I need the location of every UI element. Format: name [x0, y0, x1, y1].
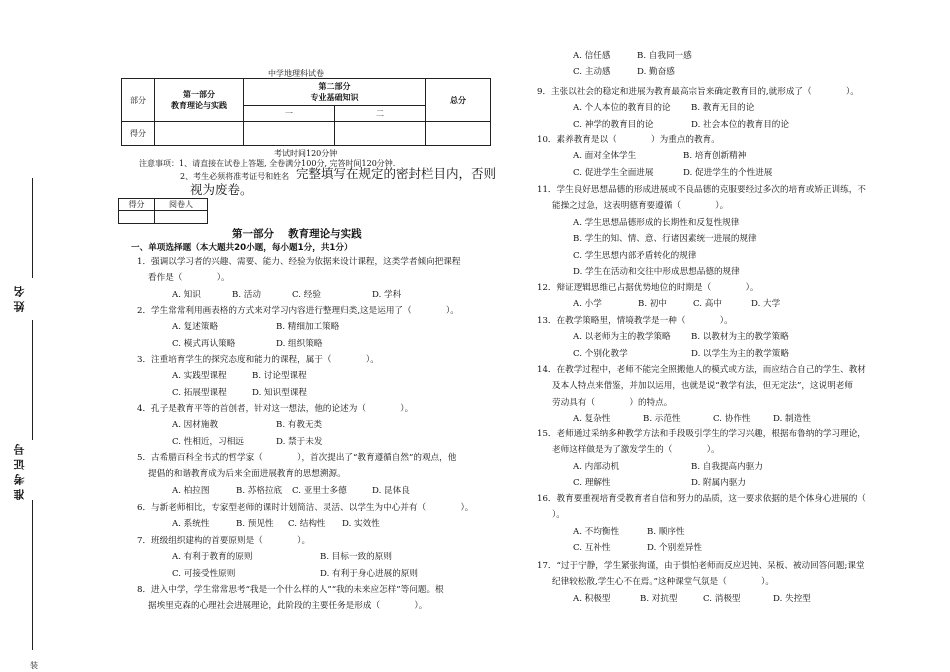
left-question-3-option[interactable]: C. 拓展型课程 [172, 387, 227, 398]
score-cell-part1[interactable] [155, 122, 244, 146]
right-question-8-option[interactable]: D. 附属内驱力 [691, 478, 747, 489]
right-question-9-option[interactable]: C. 互补性 [573, 543, 611, 554]
seal-corner-char: 装 [30, 661, 38, 670]
left-question-4-option[interactable]: B. 有教无类 [276, 420, 323, 431]
right-question-7-option[interactable]: A. 复杂性 [573, 414, 611, 425]
section-one-header: 一 [244, 106, 335, 122]
left-question-5-option[interactable]: A. 柏拉图 [172, 485, 210, 496]
left-question-2-option[interactable]: C. 模式再认策略 [172, 338, 236, 349]
left-question-7-line-1: 7．班级组织建构的首要原则是（ ）。 [137, 536, 311, 546]
total-header: 总分 [426, 79, 491, 122]
right-question-8-option[interactable]: C. 理解性 [573, 478, 611, 489]
right-question-1-option[interactable]: C. 主动感 [573, 67, 611, 78]
score-cell-total[interactable] [426, 122, 491, 146]
right-question-7-line-3: 劳动具有（ ）的特点。 [552, 397, 673, 408]
score-table [121, 78, 491, 146]
notice-1: 注意事项：1、请直接在试卷上答题, 全卷满分100分, 完答时间120分钟. [139, 159, 396, 168]
section-two-header: 二 [335, 106, 426, 122]
section-subtitle: 一、单项选择题（本大题共20小题，每小题1分，共1分） [131, 243, 353, 253]
right-question-6-option[interactable]: B. 以教材为主的教学策略 [691, 332, 789, 343]
right-question-10-line-2: 纪律较松散,学生心不在焉。”这种课堂气氛是（ ）。 [552, 577, 774, 588]
seal-line-middle [32, 320, 33, 440]
right-question-1-option[interactable]: A. 信任感 [573, 51, 611, 61]
left-question-5-line-1: 5．古希腊百科全书式的哲学家（ ），首次提出了“教育遵循自然”的观点，他 [137, 453, 457, 463]
score-cell-section1[interactable] [244, 122, 335, 146]
part1-header: 第一部分 教育理论与实践 [155, 79, 244, 122]
left-question-1-line-2: 看作是（ ）。 [148, 273, 230, 284]
name-label: 姓名 [13, 282, 26, 312]
left-question-3-option[interactable]: B. 讨论型课程 [252, 371, 307, 382]
left-question-2-option[interactable]: A. 复述策略 [172, 322, 219, 333]
right-question-3-option[interactable]: A. 面对全体学生 [573, 151, 637, 162]
grader-name-cell[interactable] [155, 211, 208, 224]
right-question-4-option[interactable]: A. 学生思想品德形成的长期性和反复性规律 [573, 217, 740, 228]
left-question-6-option[interactable]: C. 结构性 [288, 519, 326, 530]
right-question-2-option[interactable]: B. 教育无目的论 [691, 103, 755, 114]
score-row-label: 得分 [122, 122, 155, 146]
right-question-3-option[interactable]: D. 促进学生的个性进展 [683, 167, 773, 178]
right-question-6-line-1: 13．在教学策略里，情境教学是一种（ ）。 [537, 316, 733, 326]
left-question-8-line-1: 8．进入中学，学生常常思考“我是一个什么样的人”“我的未来应怎样”等问题。根 [137, 585, 444, 595]
right-question-5-option[interactable]: C. 高中 [693, 299, 722, 310]
left-question-4-option[interactable]: C. 性相近，习相远 [172, 436, 244, 447]
right-question-6-option[interactable]: C. 个别化教学 [573, 348, 628, 359]
left-question-1-option[interactable]: D. 学科 [372, 289, 402, 300]
left-question-3-option[interactable]: D. 知识型课程 [252, 387, 308, 398]
right-question-9-line-1: 16．教育要重视培育受教育者自信和努力的品质，这一要求依据的是个体身心进展的（ [537, 494, 866, 504]
right-question-5-option[interactable]: B. 初中 [638, 299, 667, 310]
grader-table [118, 198, 208, 224]
right-question-4-option[interactable]: D. 学生在活动和交往中形成思想品德的规律 [573, 267, 740, 277]
left-question-1-line-1: 1．强调以学习者的兴趣、需要、能力、经验为依据来设计课程，这类学者倾向把课程 [137, 257, 461, 267]
left-question-6-option[interactable]: A. 系统性 [172, 519, 210, 530]
right-question-9-option[interactable]: B. 顺序性 [647, 526, 685, 537]
right-question-5-option[interactable]: A. 小学 [573, 299, 602, 310]
left-question-6-option[interactable]: D. 实效性 [342, 519, 380, 530]
left-question-2-option[interactable]: D. 组织策略 [276, 338, 323, 349]
right-question-3-line-1: 10．素养教育是以（ ）为重点的教育。 [537, 135, 720, 145]
right-question-8-option[interactable]: B. 自我提高内驱力 [691, 461, 763, 472]
right-question-4-line-2: 能操之过急，这表明德育要遵循（ ）。 [552, 201, 729, 212]
right-question-9-option[interactable]: A. 不均衡性 [573, 526, 620, 537]
left-question-6-line-1: 6．与新老师相比，专家型老师的课时计划简洁、灵活、以学生为中心并有（ ）。 [137, 503, 474, 513]
score-cell-section2[interactable] [335, 122, 426, 146]
left-question-5-option[interactable]: B. 苏格拉底 [236, 485, 283, 496]
right-question-10-option[interactable]: B. 对抗型 [640, 593, 678, 604]
right-question-8-line-1: 15．老师通过采纳多种教学方法和手段吸引学生的学习兴趣，根据布鲁纳的学习理论， [537, 429, 866, 439]
left-question-1-option[interactable]: B. 活动 [232, 289, 261, 300]
right-question-10-option[interactable]: D. 失控型 [773, 593, 811, 604]
right-question-3-option[interactable]: C. 促进学生全面进展 [573, 167, 654, 178]
right-question-4-line-1: 11．学生良好思想品德的形成进展或不良品德的克服要经过多次的培育或矫正训练，不 [537, 185, 866, 195]
right-question-2-option[interactable]: A. 个人本位的教育目的论 [573, 103, 671, 114]
right-question-1-option[interactable]: D. 勤奋感 [637, 67, 675, 78]
notice-2b: 完整填写在规定的密封栏目内，否则 [296, 166, 497, 181]
left-question-5-option[interactable]: C. 亚里士多德 [292, 485, 347, 496]
exam-title: 中学地理科试卷 [268, 69, 324, 78]
right-question-2-option[interactable]: C. 神学的教育目的论 [573, 119, 654, 130]
left-question-4-option[interactable]: D. 禁于未发 [276, 436, 323, 447]
notice-2c: 视为废卷。 [190, 182, 253, 197]
right-question-8-option[interactable]: A. 内部动机 [573, 461, 620, 472]
seal-line-top [32, 178, 33, 278]
left-question-7-option[interactable]: A. 有利于教育的原则 [172, 552, 253, 563]
left-question-3-option[interactable]: A. 实践型课程 [172, 371, 227, 382]
left-question-7-option[interactable]: B. 目标一致的原则 [320, 552, 392, 563]
left-question-2-option[interactable]: B. 精细加工策略 [276, 322, 340, 333]
left-question-4-line-1: 4．孔子是教育平等的首创者，针对这一想法，他的论述为（ ）。 [137, 404, 414, 414]
left-question-3-line-1: 3．注重培育学生的探究态度和能力的课程，属于（ ）。 [137, 355, 379, 365]
grader-label: 阅卷人 [155, 199, 208, 211]
right-question-2-option[interactable]: D. 社会本位的教育目的论 [691, 119, 789, 130]
right-question-5-line-1: 12．辩证逻辑思维已占据优势地位的时期是（ ）。 [537, 283, 759, 293]
right-question-2-line-1: 9．主张以社会的稳定和进展为教育最高宗旨来确定教育目的,就形成了（ ）。 [537, 87, 859, 97]
exam-id-label: 准考证号 [13, 440, 26, 500]
left-question-7-option[interactable]: C. 可接受性原则 [172, 568, 236, 579]
right-question-5-option[interactable]: D. 大学 [751, 299, 781, 310]
right-question-8-line-2: 老师这样做是为了激发学生的（ ）。 [552, 445, 720, 456]
left-question-2-line-1: 2．学生常常利用画表格的方式来对学习内容进行整理归类,这是运用了（ ）。 [137, 306, 459, 316]
left-question-7-option[interactable]: D. 有利于身心进展的原则 [320, 568, 418, 579]
right-question-7-option[interactable]: C. 协作性 [713, 414, 751, 425]
right-question-7-option[interactable]: B. 示范性 [643, 414, 681, 425]
left-question-8-line-2: 据埃里克森的心理社会进展理论，此阶段的主要任务是形成（ ）。 [148, 601, 428, 612]
section-title: 第一部分 教育理论与实践 [232, 228, 362, 240]
left-question-4-option[interactable]: A. 因材施教 [172, 420, 219, 431]
right-question-9-option[interactable]: D. 个别差异性 [647, 543, 703, 554]
part-header: 部分 [122, 79, 155, 122]
left-question-1-option[interactable]: C. 经验 [292, 289, 321, 300]
right-question-3-option[interactable]: B. 培育创新精神 [683, 151, 747, 162]
seal-line-bottom [32, 500, 33, 650]
right-question-7-option[interactable]: D. 制造性 [773, 414, 811, 425]
part2-header: 第二部分 专业基础知识 [244, 79, 426, 106]
left-question-5-line-2: 提倡的和谐教育成为后来全面进展教育的思想溯源。 [148, 469, 346, 480]
right-question-7-line-2: 及本人特点来借鉴，并加以运用，也就是说“教学有法，但无定法”，这说明老师 [552, 381, 853, 392]
left-question-5-option[interactable]: D. 昆体良 [372, 485, 410, 496]
right-question-7-line-1: 14．在教学过程中，老师不能完全照搬他人的模式或方法，而应结合自己的学生、教材 [537, 365, 866, 375]
right-question-10-line-1: 17．“过于宁静，学生紧张拘谨，由于惧怕老师而反应迟钝、呆板、被动回答问题;课堂 [537, 561, 865, 571]
exam-time: 考试时间120分钟 [274, 149, 338, 158]
right-question-10-option[interactable]: C. 消极型 [703, 593, 741, 604]
grader-score-cell[interactable] [119, 211, 155, 224]
left-question-6-option[interactable]: B. 预见性 [236, 519, 274, 530]
right-question-4-option[interactable]: B. 学生的知、情、意、行诸因素统一进展的规律 [573, 234, 757, 245]
left-question-1-option[interactable]: A. 知识 [172, 289, 201, 300]
right-question-6-option[interactable]: A. 以老师为主的教学策略 [573, 332, 671, 343]
right-question-10-option[interactable]: A. 积极型 [573, 593, 611, 604]
right-question-4-option[interactable]: C. 学生思想内部矛盾转化的规律 [573, 250, 697, 261]
right-question-6-option[interactable]: D. 以学生为主的教学策略 [691, 348, 789, 359]
notice-2a: 2、考生必须将准考证号和姓名 [180, 172, 290, 181]
grader-score-label: 得分 [119, 199, 155, 211]
right-question-1-option[interactable]: B. 自我同一感 [637, 51, 692, 61]
right-question-9-line-2: ）。 [552, 510, 565, 521]
